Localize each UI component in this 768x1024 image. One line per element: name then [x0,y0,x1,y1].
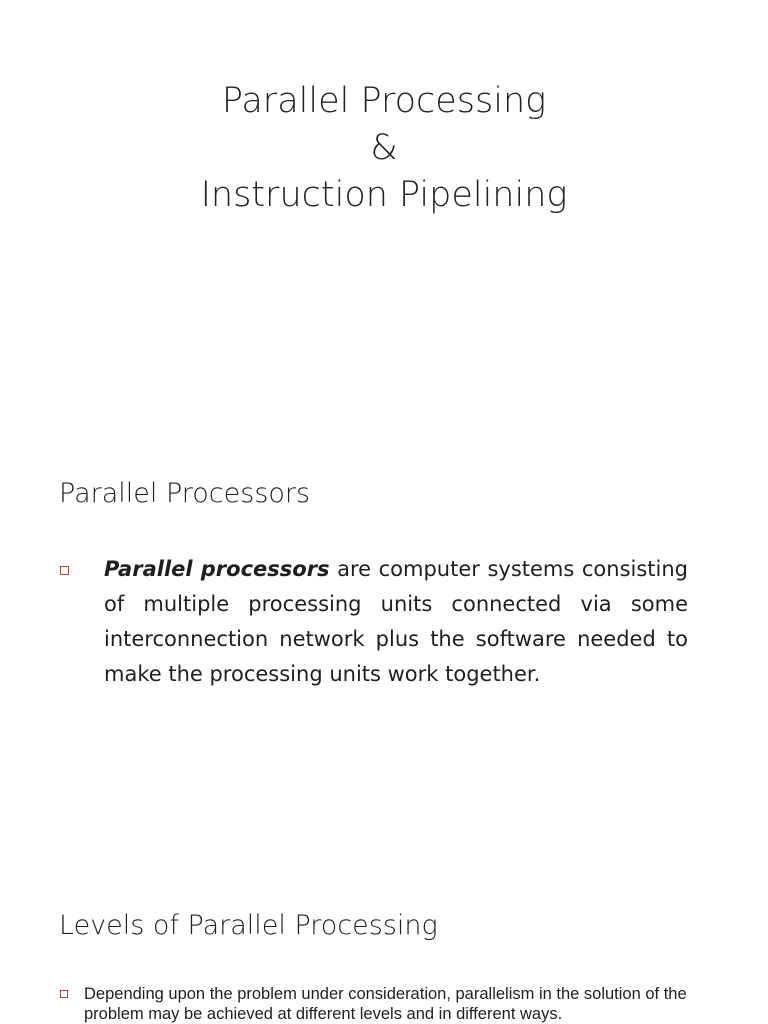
parallel-processors-slide [0,450,768,870]
slide-heading: Parallel Processors [59,478,311,509]
title-slide [0,0,768,430]
presentation-title [0,78,768,219]
bullet-body: are computer systems consisting of multiple processing units connected via some interconnection network plus the software needed to make the processing units work together. [104,557,688,686]
title-line-3: Instruction Pipelining [200,175,568,215]
slide-heading: Levels of Parallel Processing [59,910,438,941]
levels-of-parallel-processing-slide [0,880,768,1024]
bullet-item [60,984,734,1024]
title-line-1: Parallel Processing [221,81,547,121]
bullet-text [104,552,688,692]
bullet-text: Depending upon the problem under consideration, parallelism in the solution of the problem may be achieved at different levels and in different ways. [84,985,687,1023]
bullet-item [60,552,688,692]
bullet-emphasis: Parallel processors [104,557,330,581]
title-line-2: & [370,128,398,168]
square-bullet-icon [60,566,69,575]
square-bullet-icon [60,990,68,998]
